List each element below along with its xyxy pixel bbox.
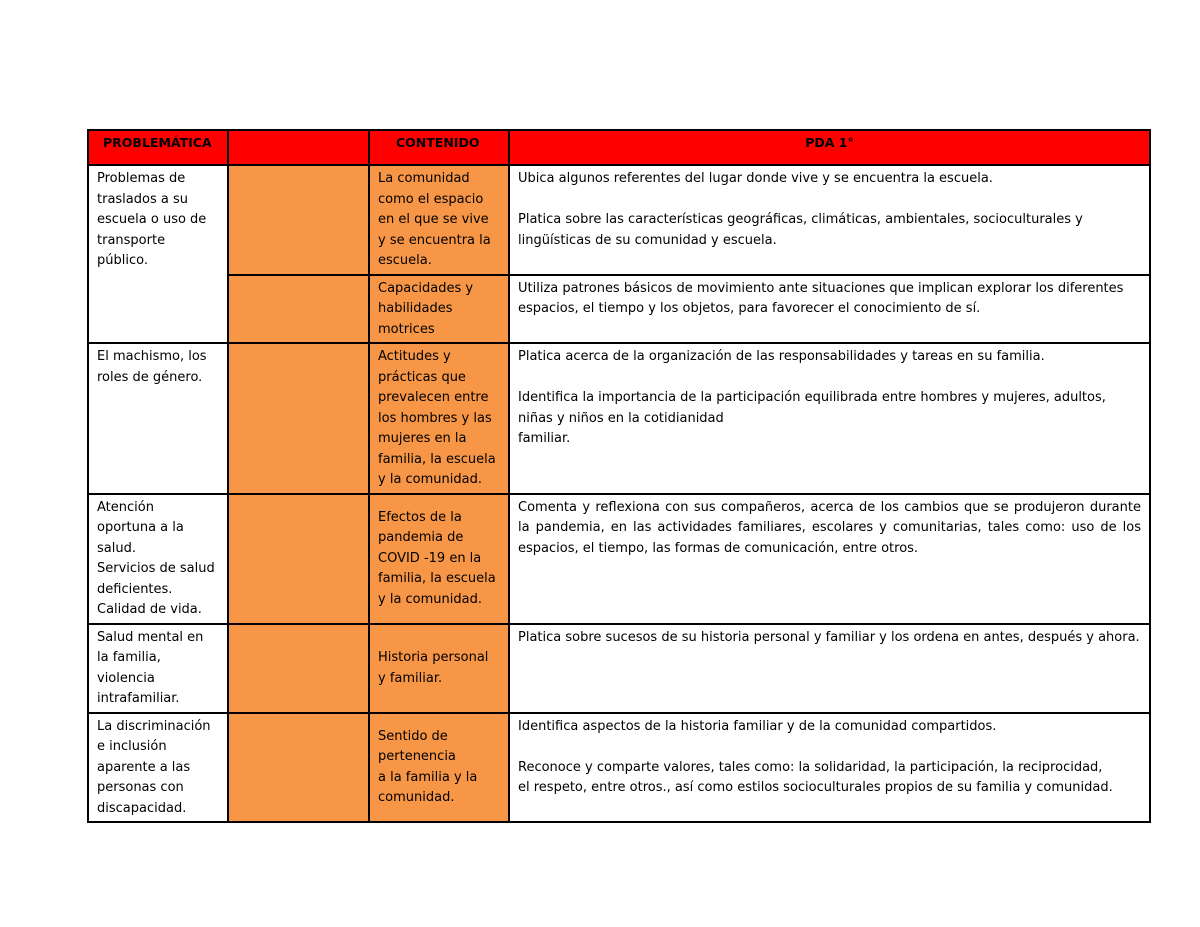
pda-cell <box>509 343 1150 494</box>
problematica-cell <box>88 713 228 823</box>
header-blank <box>228 130 369 165</box>
table-row <box>88 713 1150 823</box>
blank-orange-cell <box>228 165 369 275</box>
pda-text: Identifica la importancia de la participación equilibrada entre hombres y mujeres, adultos, niñas y niños en la cotidianidad <box>518 390 1106 426</box>
pda-cell <box>509 713 1150 823</box>
contenido-cell <box>369 275 509 344</box>
problematica-text: El machismo, los roles de género. <box>97 349 207 385</box>
pda-text: Utiliza patrones básicos de movimiento ante situaciones que implican explorar los diferentes espacios, el tiempo y los objetos, para favorecer el conocimiento de sí. <box>518 280 1124 316</box>
problematica-cell <box>88 624 228 713</box>
pda-cell <box>509 494 1150 624</box>
table-header-row <box>88 130 1150 165</box>
blank-orange-cell <box>228 624 369 713</box>
contenido-text: Sentido de pertenencia a la familia y la comunidad. <box>378 728 478 806</box>
pda-cell <box>509 275 1150 344</box>
table-row <box>88 624 1150 713</box>
problematica-text: Salud mental en la familia, violencia intrafamiliar. <box>97 629 204 706</box>
blank-orange-cell <box>228 275 369 344</box>
header-pda: PDA 1° <box>509 130 1150 165</box>
contenido-text: Actitudes y prácticas que prevalecen entre los hombres y las mujeres en la familia, la escuela y la comunidad. <box>378 349 496 487</box>
table-row <box>88 494 1150 624</box>
pda-text: familiar. <box>518 431 571 446</box>
contenido-text: La comunidad como el espacio en el que se vive y se encuentra la escuela. <box>378 171 491 268</box>
table-row <box>88 165 1150 275</box>
problematica-cell <box>88 343 228 494</box>
contenido-cell <box>369 165 509 275</box>
blank-orange-cell <box>228 713 369 823</box>
pda-cell <box>509 165 1150 275</box>
contenido-cell <box>369 494 509 624</box>
blank-orange-cell <box>228 343 369 494</box>
problematica-cell <box>88 494 228 624</box>
pda-text: Platica sobre las características geográficas, climáticas, ambientales, socioculturales y lingüísticas de su comunidad y escuela. <box>518 212 1083 248</box>
contenido-cell <box>369 624 509 713</box>
pda-text: Comenta y reflexiona con sus compañeros, acerca de los cambios que se produjeron durante la pandemia, en las actividades familiares, escolares y comunitarias, tales como: uso de los espacios, el tiempo, las formas de comunicación, entre otros. <box>518 499 1141 556</box>
contenido-cell <box>369 343 509 494</box>
blank-orange-cell <box>228 494 369 624</box>
header-problematica: PROBLEMÁTICA <box>88 130 228 165</box>
pda-text: Reconoce y comparte valores, tales como: la solidaridad, la participación, la reciprocidad, <box>518 759 1103 775</box>
pda-cell <box>509 624 1150 713</box>
problematica-text: Problemas de traslados a su escuela o uso de transporte público. <box>97 171 207 268</box>
curriculum-table <box>87 129 1151 823</box>
table-row <box>88 343 1150 494</box>
pda-text: Platica sobre sucesos de su historia personal y familiar y los ordena en antes, después y ahora. <box>518 629 1140 645</box>
pda-text: Platica acerca de la organización de las responsabilidades y tareas en su familia. <box>518 349 1045 364</box>
contenido-text: Capacidades y habilidades motrices <box>378 280 474 337</box>
pda-text: el respeto, entre otros., así como estilos socioculturales propios de su familia y comunidad. <box>518 780 1113 795</box>
problematica-text: Atención oportuna a la salud. Servicios de salud deficientes. Calidad de vida. <box>97 499 215 617</box>
contenido-cell <box>369 713 509 823</box>
problematica-cell <box>88 165 228 343</box>
contenido-text: Efectos de la pandemia de COVID -19 en la familia, la escuela y la comunidad. <box>378 509 496 607</box>
problematica-text: La discriminación e inclusión aparente a las personas con discapacidad. <box>97 718 211 816</box>
table-row <box>88 275 1150 344</box>
pda-text: Identifica aspectos de la historia familiar y de la comunidad compartidos. <box>518 718 997 734</box>
pda-text: Ubica algunos referentes del lugar donde vive y se encuentra la escuela. <box>518 171 993 186</box>
contenido-text: Historia personal y familiar. <box>378 650 489 686</box>
header-contenido: CONTENIDO <box>369 130 509 165</box>
